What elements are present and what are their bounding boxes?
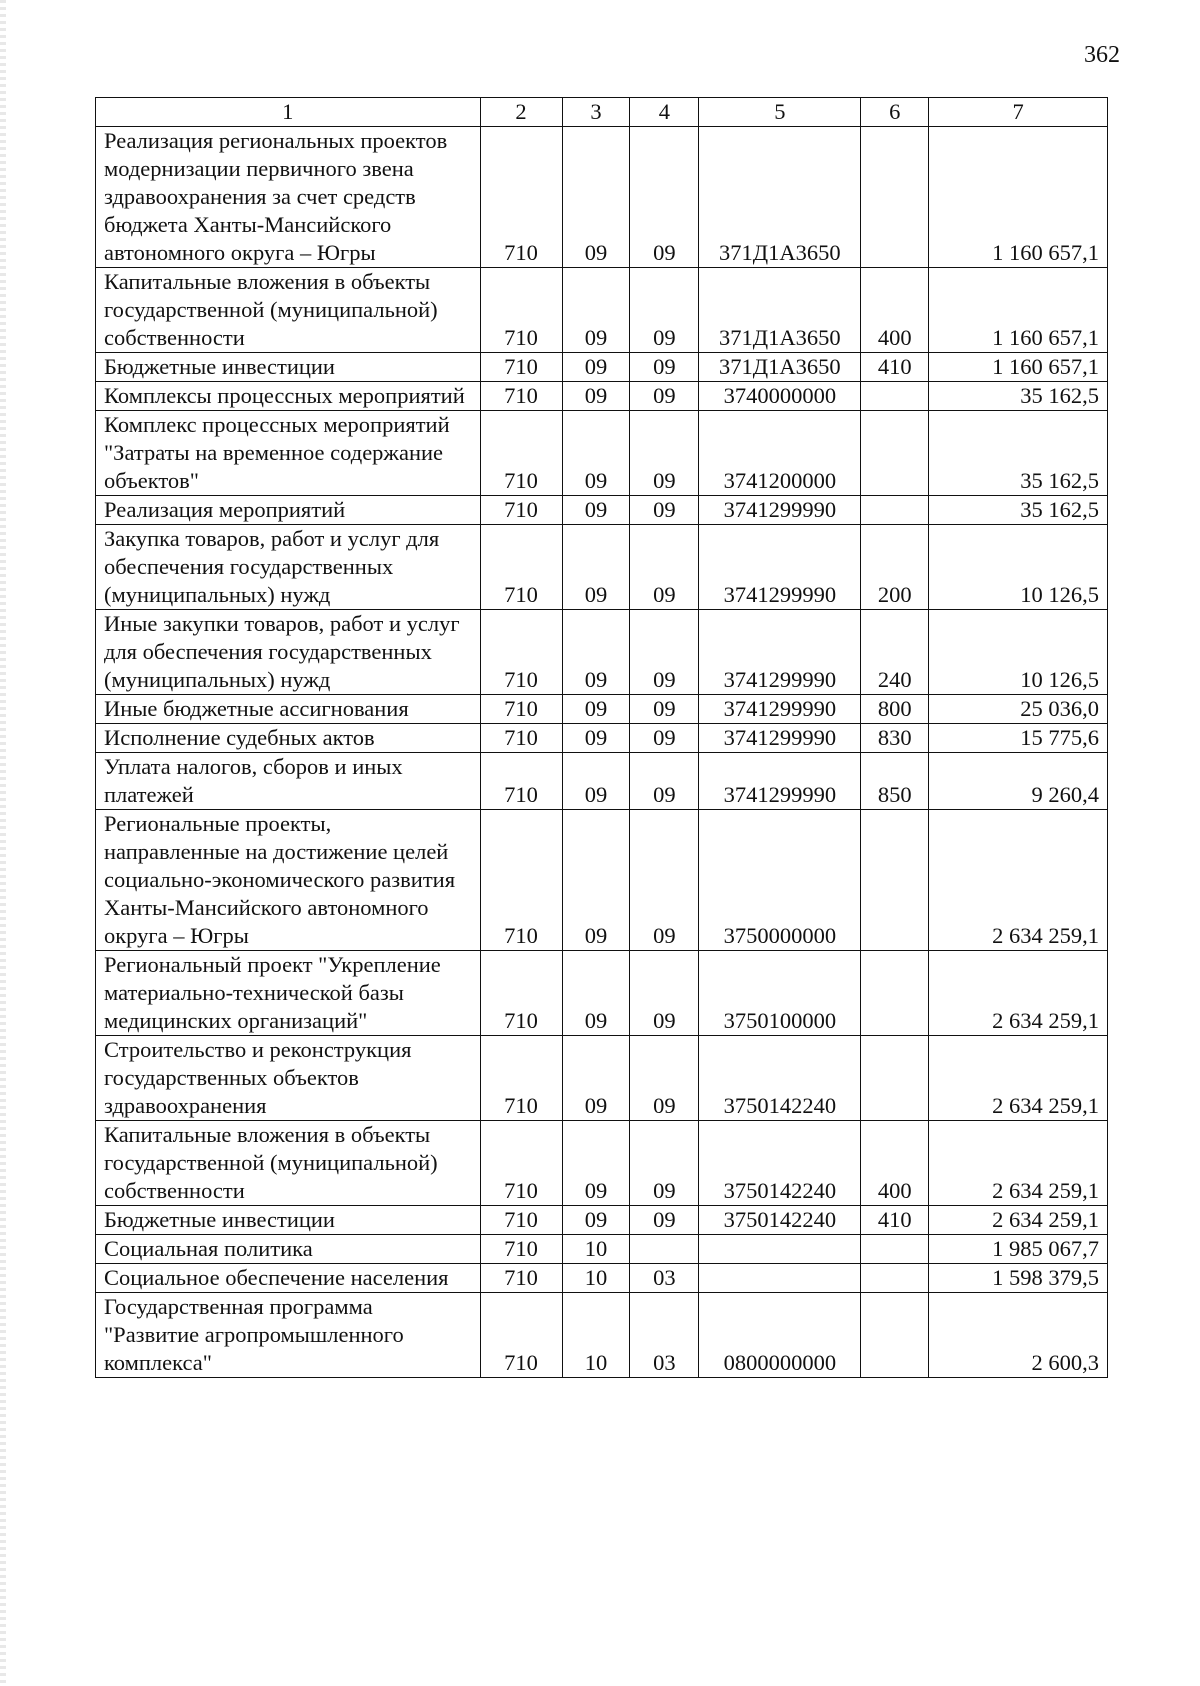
row-subsection: 09 xyxy=(630,411,699,496)
row-amount: 2 634 259,1 xyxy=(929,951,1108,1036)
row-section: 09 xyxy=(562,411,630,496)
row-expense-type xyxy=(861,1036,929,1121)
row-target-article: 3741299990 xyxy=(699,496,861,525)
row-amount: 35 162,5 xyxy=(929,382,1108,411)
table-row xyxy=(96,268,1108,353)
table-row xyxy=(96,1036,1108,1121)
row-amount: 1 985 067,7 xyxy=(929,1235,1108,1264)
row-name: Капитальные вложения в объекты государственной (муниципальной) собственности xyxy=(96,268,481,353)
header-col-1: 1 xyxy=(96,98,481,127)
row-target-article: 3750142240 xyxy=(699,1036,861,1121)
row-admin-code: 710 xyxy=(480,382,562,411)
row-amount: 1 160 657,1 xyxy=(929,353,1108,382)
table-row xyxy=(96,1293,1108,1378)
row-admin-code: 710 xyxy=(480,610,562,695)
table-row xyxy=(96,951,1108,1036)
table-row xyxy=(96,610,1108,695)
row-section: 09 xyxy=(562,951,630,1036)
row-section: 09 xyxy=(562,753,630,810)
row-amount: 1 598 379,5 xyxy=(929,1264,1108,1293)
table-row xyxy=(96,1206,1108,1235)
row-subsection: 09 xyxy=(630,496,699,525)
row-subsection: 09 xyxy=(630,610,699,695)
table-row xyxy=(96,810,1108,951)
row-name: Бюджетные инвестиции xyxy=(96,353,481,382)
header-col-5: 5 xyxy=(699,98,861,127)
row-expense-type: 400 xyxy=(861,1121,929,1206)
row-admin-code: 710 xyxy=(480,525,562,610)
row-target-article: 3750142240 xyxy=(699,1121,861,1206)
row-name: Закупка товаров, работ и услуг для обеспечения государственных (муниципальных) нужд xyxy=(96,525,481,610)
row-target-article: 371Д1А3650 xyxy=(699,353,861,382)
row-admin-code: 710 xyxy=(480,1235,562,1264)
row-name: Иные бюджетные ассигнования xyxy=(96,695,481,724)
row-amount: 1 160 657,1 xyxy=(929,127,1108,268)
table-body xyxy=(96,127,1108,1378)
row-target-article: 0800000000 xyxy=(699,1293,861,1378)
row-subsection: 09 xyxy=(630,695,699,724)
row-amount: 25 036,0 xyxy=(929,695,1108,724)
row-name: Бюджетные инвестиции xyxy=(96,1206,481,1235)
row-target-article: 3741299990 xyxy=(699,695,861,724)
row-admin-code: 710 xyxy=(480,1036,562,1121)
row-target-article: 371Д1А3650 xyxy=(699,127,861,268)
row-expense-type: 830 xyxy=(861,724,929,753)
row-admin-code: 710 xyxy=(480,127,562,268)
header-col-3: 3 xyxy=(562,98,630,127)
row-expense-type xyxy=(861,810,929,951)
row-name: Региональный проект "Укрепление материально-технической базы медицинских организаций" xyxy=(96,951,481,1036)
row-section: 09 xyxy=(562,1121,630,1206)
row-amount: 2 634 259,1 xyxy=(929,810,1108,951)
row-expense-type xyxy=(861,382,929,411)
row-admin-code: 710 xyxy=(480,951,562,1036)
row-name: Социальная политика xyxy=(96,1235,481,1264)
row-admin-code: 710 xyxy=(480,753,562,810)
row-amount: 9 260,4 xyxy=(929,753,1108,810)
table-row xyxy=(96,496,1108,525)
row-target-article: 3750142240 xyxy=(699,1206,861,1235)
row-amount: 15 775,6 xyxy=(929,724,1108,753)
row-expense-type: 200 xyxy=(861,525,929,610)
row-subsection: 09 xyxy=(630,724,699,753)
row-section: 09 xyxy=(562,724,630,753)
row-subsection: 09 xyxy=(630,353,699,382)
row-name: Реализация региональных проектов модернизации первичного звена здравоохранения за счет средств бюджета Ханты-Мансийского автономного округа – Югры xyxy=(96,127,481,268)
row-section: 10 xyxy=(562,1293,630,1378)
row-subsection: 09 xyxy=(630,753,699,810)
row-section: 09 xyxy=(562,525,630,610)
row-target-article: 3741299990 xyxy=(699,525,861,610)
row-name: Социальное обеспечение населения xyxy=(96,1264,481,1293)
row-amount: 1 160 657,1 xyxy=(929,268,1108,353)
table-row xyxy=(96,753,1108,810)
row-name: Строительство и реконструкция государственных объектов здравоохранения xyxy=(96,1036,481,1121)
row-section: 09 xyxy=(562,695,630,724)
row-name: Реализация мероприятий xyxy=(96,496,481,525)
row-expense-type: 410 xyxy=(861,353,929,382)
row-target-article: 3750000000 xyxy=(699,810,861,951)
row-subsection xyxy=(630,1235,699,1264)
row-section: 09 xyxy=(562,810,630,951)
table-row xyxy=(96,1264,1108,1293)
row-section: 09 xyxy=(562,382,630,411)
row-section: 09 xyxy=(562,610,630,695)
row-target-article: 3741299990 xyxy=(699,724,861,753)
row-admin-code: 710 xyxy=(480,411,562,496)
row-expense-type xyxy=(861,1293,929,1378)
row-name: Уплата налогов, сборов и иных платежей xyxy=(96,753,481,810)
row-expense-type xyxy=(861,1264,929,1293)
row-admin-code: 710 xyxy=(480,1293,562,1378)
row-subsection: 09 xyxy=(630,1206,699,1235)
row-expense-type: 850 xyxy=(861,753,929,810)
row-subsection: 09 xyxy=(630,127,699,268)
row-subsection: 09 xyxy=(630,810,699,951)
row-subsection: 09 xyxy=(630,951,699,1036)
table-row xyxy=(96,353,1108,382)
row-target-article: 3741299990 xyxy=(699,610,861,695)
row-admin-code: 710 xyxy=(480,1264,562,1293)
row-amount: 2 634 259,1 xyxy=(929,1036,1108,1121)
table-row xyxy=(96,1235,1108,1264)
table-row xyxy=(96,525,1108,610)
header-col-4: 4 xyxy=(630,98,699,127)
table-row xyxy=(96,695,1108,724)
table-row xyxy=(96,127,1108,268)
table-row xyxy=(96,724,1108,753)
row-name: Иные закупки товаров, работ и услуг для обеспечения государственных (муниципальных) нужд xyxy=(96,610,481,695)
row-section: 09 xyxy=(562,1036,630,1121)
row-subsection: 09 xyxy=(630,1036,699,1121)
row-expense-type: 400 xyxy=(861,268,929,353)
row-expense-type xyxy=(861,411,929,496)
row-admin-code: 710 xyxy=(480,1121,562,1206)
row-target-article xyxy=(699,1235,861,1264)
table-row xyxy=(96,382,1108,411)
row-section: 09 xyxy=(562,353,630,382)
row-section: 10 xyxy=(562,1235,630,1264)
row-amount: 10 126,5 xyxy=(929,525,1108,610)
row-admin-code: 710 xyxy=(480,695,562,724)
row-amount: 35 162,5 xyxy=(929,411,1108,496)
row-amount: 10 126,5 xyxy=(929,610,1108,695)
row-expense-type xyxy=(861,951,929,1036)
row-expense-type xyxy=(861,1235,929,1264)
header-col-6: 6 xyxy=(861,98,929,127)
row-admin-code: 710 xyxy=(480,724,562,753)
row-admin-code: 710 xyxy=(480,1206,562,1235)
page-number: 362 xyxy=(1084,42,1120,68)
row-admin-code: 710 xyxy=(480,810,562,951)
row-expense-type: 240 xyxy=(861,610,929,695)
row-section: 09 xyxy=(562,496,630,525)
row-target-article: 3750100000 xyxy=(699,951,861,1036)
row-expense-type: 800 xyxy=(861,695,929,724)
row-expense-type: 410 xyxy=(861,1206,929,1235)
scan-edge xyxy=(0,0,6,1686)
row-section: 09 xyxy=(562,127,630,268)
row-subsection: 03 xyxy=(630,1293,699,1378)
row-amount: 2 600,3 xyxy=(929,1293,1108,1378)
row-admin-code: 710 xyxy=(480,496,562,525)
row-subsection: 03 xyxy=(630,1264,699,1293)
row-expense-type xyxy=(861,496,929,525)
row-name: Исполнение судебных актов xyxy=(96,724,481,753)
row-section: 10 xyxy=(562,1264,630,1293)
row-subsection: 09 xyxy=(630,382,699,411)
header-col-2: 2 xyxy=(480,98,562,127)
row-subsection: 09 xyxy=(630,525,699,610)
row-target-article: 371Д1А3650 xyxy=(699,268,861,353)
header-row xyxy=(96,98,1108,127)
row-name: Государственная программа "Развитие агропромышленного комплекса" xyxy=(96,1293,481,1378)
row-expense-type xyxy=(861,127,929,268)
budget-table xyxy=(95,97,1108,1378)
table-row xyxy=(96,411,1108,496)
row-amount: 35 162,5 xyxy=(929,496,1108,525)
row-subsection: 09 xyxy=(630,268,699,353)
row-section: 09 xyxy=(562,268,630,353)
row-subsection: 09 xyxy=(630,1121,699,1206)
row-target-article xyxy=(699,1264,861,1293)
row-amount: 2 634 259,1 xyxy=(929,1206,1108,1235)
row-section: 09 xyxy=(562,1206,630,1235)
row-admin-code: 710 xyxy=(480,353,562,382)
row-target-article: 3741200000 xyxy=(699,411,861,496)
row-name: Комплекс процессных мероприятий "Затраты на временное содержание объектов" xyxy=(96,411,481,496)
row-name: Региональные проекты, направленные на достижение целей социально-экономического развития Ханты-Мансийского автономного округа – Югры xyxy=(96,810,481,951)
row-target-article: 3741299990 xyxy=(699,753,861,810)
row-target-article: 3740000000 xyxy=(699,382,861,411)
row-admin-code: 710 xyxy=(480,268,562,353)
row-amount: 2 634 259,1 xyxy=(929,1121,1108,1206)
header-col-7: 7 xyxy=(929,98,1108,127)
table-row xyxy=(96,1121,1108,1206)
row-name: Комплексы процессных мероприятий xyxy=(96,382,481,411)
row-name: Капитальные вложения в объекты государственной (муниципальной) собственности xyxy=(96,1121,481,1206)
